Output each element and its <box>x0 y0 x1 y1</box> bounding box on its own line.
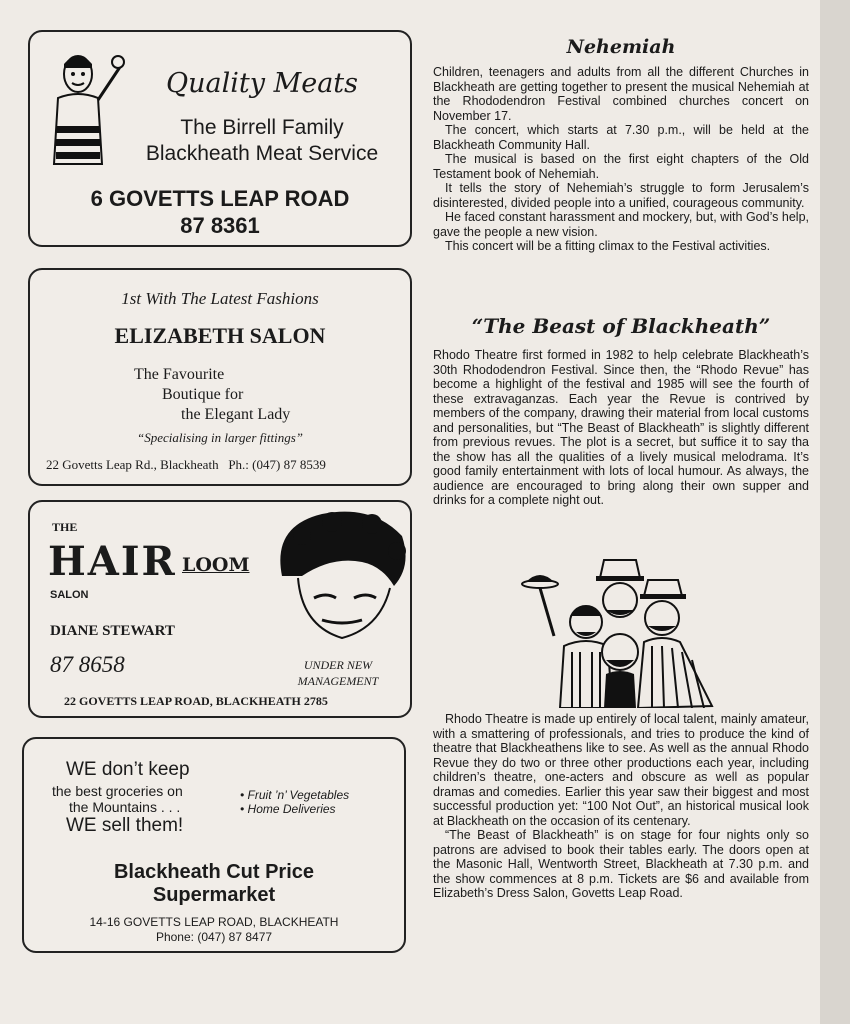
ad-bullet: • Home Deliveries <box>240 802 336 816</box>
ad-address: 14-16 GOVETTS LEAP ROAD, BLACKHEATH <box>89 915 339 929</box>
ad-subtitle: SALON <box>50 589 89 601</box>
ad-line: The Birrell Family <box>180 116 344 139</box>
article-paragraph: Children, teenagers and adults from all the different Churches in Blackheath are getting together to present the musical Nehemiah at the Rhododendron Festival combined churches concert on November 17. <box>433 65 809 123</box>
page-edge <box>820 0 850 1024</box>
ad-management-line: UNDER NEW <box>303 658 373 672</box>
woman-portrait-illustration <box>262 506 410 646</box>
ad-line: the Elegant Lady <box>181 406 291 423</box>
article-paragraph: Rhodo Theatre is made up entirely of local talent, mainly amateur, with a smattering of professionals, and tries to produce the kind of theatre that Blackheathens like to see. As well as the annual Rhodo Revue they do two or three other productions each year, including children’s theatre, one-acters and obscure as well as popular dramas and comedies. Earlier this year saw their biggest and most successful production yet: “100 Not Out”, an historical musical look at Blackheath on the occasion of its centenary. <box>433 712 809 828</box>
article-beast-part1 <box>433 348 809 508</box>
ad-line: The Favourite <box>134 366 225 383</box>
article-paragraph: The musical is based on the first eight chapters of the Old Testament book of Nehemiah. <box>433 152 809 181</box>
article-nehemiah <box>433 65 809 254</box>
ad-line: Boutique for <box>162 386 244 403</box>
ad-logo-hair: HAIR <box>48 538 177 585</box>
ad-title: Supermarket <box>152 884 276 906</box>
article-paragraph: He faced constant harassment and mockery, but, with God’s help, gave the people a new vision. <box>433 210 809 239</box>
article-title-beast: “The Beast of Blackheath” <box>471 314 771 338</box>
ad-title: Quality Meats <box>166 68 359 99</box>
ad-bullet: • Fruit ’n’ Vegetables <box>240 788 350 802</box>
ad-line: Blackheath Meat Service <box>145 142 379 165</box>
ad-management-line: MANAGEMENT <box>297 674 379 688</box>
ad-quality-meats <box>28 30 412 247</box>
ad-owner: DIANE STEWART <box>50 623 175 639</box>
ad-tagline: 1st With The Latest Fashions <box>121 289 319 308</box>
ad-address: 6 GOVETTS LEAP ROAD <box>90 186 350 211</box>
ad-line: the best groceries on <box>52 783 183 799</box>
ad-supermarket <box>22 737 406 953</box>
ad-logo-loom: LOOM <box>182 554 250 576</box>
ad-speciality: “Specialising in larger fittings” <box>136 430 303 445</box>
article-beast-part2 <box>433 712 809 901</box>
ad-line: the Mountains . . . <box>69 799 181 815</box>
ad-management-note <box>284 657 392 689</box>
ad-line: WE sell them! <box>66 815 184 836</box>
ad-title: Blackheath Cut Price <box>113 861 315 883</box>
article-title-nehemiah: Nehemiah <box>566 36 676 58</box>
article-paragraph: The concert, which starts at 7.30 p.m., will be held at the Blackheath Community Hall. <box>433 123 809 152</box>
ad-phone: 87 8361 <box>180 213 260 238</box>
ad-phone: Phone: (047) 87 8477 <box>155 930 273 944</box>
ad-elizabeth-salon <box>28 268 412 486</box>
ad-address: 22 Govetts Leap Rd., Blackheath Ph.: (047) 87 8539 <box>46 457 326 472</box>
ad-address: 22 GOVETTS LEAP ROAD, BLACKHEATH 2785 <box>64 694 328 708</box>
article-paragraph: It tells the story of Nehemiah’s struggle to form Jerusalem’s disinterested, divided people into a unified, courageous community. <box>433 181 809 210</box>
article-paragraph: Rhodo Theatre first formed in 1982 to help celebrate Blackheath’s 30th Rhododendron Festival. Since then, the “Rhodo Revue” has become a highlight of the festival and 1985 will see the fourth of these extravaganzas. Each year the Revue is contrived by members of the company, drawing their material from local customs and personalities, but “The Beast of Blackheath” is slightly different from previous revues. The plot is a secret, but suffice it to say tha the show has all the qualities of a lively musical melodrama. It’s good family entertainment with lots of local humour. As always, the audience are encouraged to bring along their own supper and drinks for a complete night out. <box>433 348 809 507</box>
article-paragraph: “The Beast of Blackheath” is on stage for four nights only so patrons are advised to book their tables early. The doors open at the Masonic Hall, Wentworth Street, Blackheath at 7.30 p.m. and the show commences at 8 p.m. Tickets are $6 and available from Elizabeth’s Dress Salon, Govetts Leap Road. <box>433 828 809 900</box>
ad-phone: 87 8658 <box>50 652 125 677</box>
article-paragraph: This concert will be a fitting climax to the Festival activities. <box>445 239 771 253</box>
ad-line: WE don’t keep <box>66 759 190 780</box>
ad-title: ELIZABETH SALON <box>114 323 326 348</box>
ad-prefix: THE <box>52 520 78 534</box>
ad-hairloom <box>28 500 412 718</box>
performers-illustration <box>520 556 720 708</box>
